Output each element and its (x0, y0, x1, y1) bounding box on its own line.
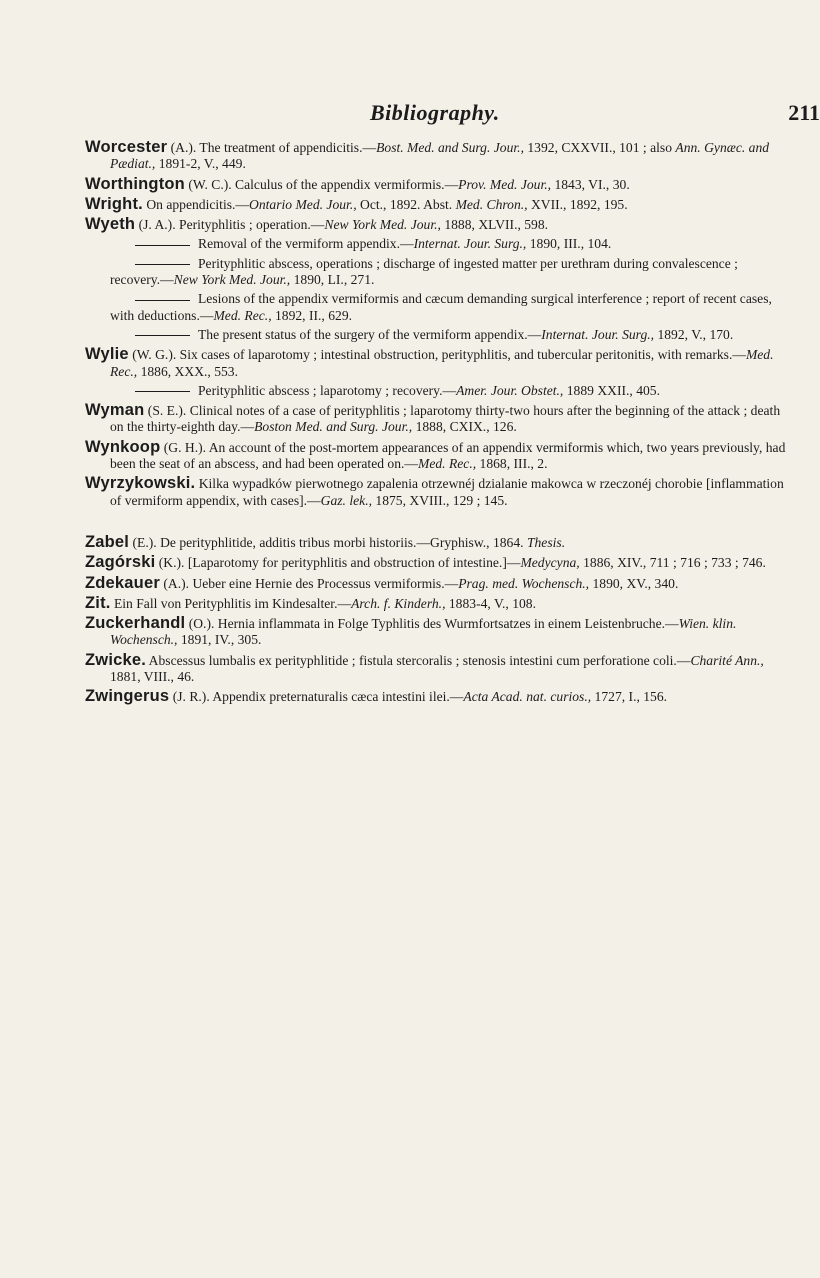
entry-text: Hernia inflammata in Folge Typhlitis des Wurmfortsatzes in einem Leistenbruche.— (214, 616, 679, 632)
entry-text: Calculus of the appendix vermiformis.— (231, 176, 459, 192)
bibliography-subentry (85, 291, 790, 324)
entry-citation: 1883-4, V., 108. (445, 595, 536, 611)
ditto-dash (135, 245, 190, 246)
bibliography-entry (85, 575, 790, 592)
entry-citation: 1890, III., 104. (526, 236, 612, 252)
entry-source: Gaz. lek., (320, 492, 372, 508)
entry-author: Wyeth (85, 215, 136, 234)
entry-initials: (O.). (185, 616, 215, 632)
page-number: 211 (788, 100, 820, 125)
entry-citation: 1875, XVIII., 129 ; 145. (372, 492, 508, 508)
entry-text: On appendicitis.— (142, 196, 250, 212)
entry-citation-secondary: 1891-2, V., 449. (155, 156, 246, 172)
entry-author: Zdekauer (85, 573, 160, 592)
entry-initials: (J. R.). (169, 689, 210, 705)
bibliography-list (85, 139, 790, 709)
entry-text: Abscessus lumbalis ex perityphlitide ; fistula stercoralis ; stenosis intestini cum perforatione coli.— (146, 652, 691, 668)
bibliography-entry (85, 615, 790, 649)
entry-source: Med. Rec., (213, 307, 272, 323)
bibliography-subentry (85, 327, 790, 343)
entry-text: Perityphlitic abscess, operations ; discharge of ingested matter per urethram during convalescence ; recovery.— (110, 255, 738, 288)
entry-text: Ein Fall von Perityphlitis im Kindesalter.— (110, 595, 352, 611)
entry-author: Zuckerhandl (85, 614, 186, 633)
entry-initials: (W. C.). (184, 176, 232, 192)
entry-initials: (J. A.). (135, 217, 176, 233)
bibliography-entry (85, 475, 790, 509)
entry-author: Zwingerus (85, 687, 170, 706)
ditto-dash (135, 335, 190, 336)
entry-text: Removal of the vermiform appendix.— (198, 236, 414, 252)
entry-initials: (A.). (159, 575, 190, 591)
entry-text: Kilka wypadków pierwotnego zapalenia otrzewnéj dzialanie makowca w rzeczonéj chorobie [inflammation of vermiform appendix, with cases].— (110, 476, 784, 508)
entry-text: Clinical notes of a case of perityphlitis ; laparotomy thirty-two hours after the beginning of the attack ; death on the thirty-eighth day.— (110, 403, 781, 435)
entry-citation: 1886, XIV., 711 ; 716 ; 733 ; 746. (579, 555, 766, 571)
page-title: Bibliography. (370, 100, 500, 125)
entry-source: Arch. f. Kinderh., (351, 595, 446, 611)
entry-source: Amer. Jour. Obstet., (456, 382, 564, 398)
entry-citation: 1888, XLVII., 598. (440, 217, 549, 233)
bibliography-entry (85, 196, 790, 213)
bibliography-subentry (85, 256, 790, 289)
entry-author: Zwicke. (85, 650, 147, 669)
entry-citation: 1889 XXII., 405. (563, 382, 660, 398)
entry-text: Six cases of laparotomy ; intestinal obstruction, perityphlitis, and tubercular peritonitis, with remarks.— (176, 347, 746, 363)
entry-source-secondary: Ann. Gynæc. and Pædiat., (110, 140, 770, 172)
entry-author: Wyman (85, 401, 145, 420)
entry-initials: (W. G.). (128, 347, 177, 363)
entry-source: Boston Med. and Surg. Jour., (254, 419, 413, 435)
entry-author: Zit. (85, 593, 111, 612)
entry-source: New York Med. Jour., (173, 272, 291, 288)
entry-source: Thesis. (526, 534, 566, 550)
entry-text: Perityphlitic abscess ; laparotomy ; recovery.— (198, 382, 457, 398)
bibliography-subentry (85, 236, 790, 252)
entry-citation: 1886, XXX., 553. (137, 363, 238, 379)
entry-initials: (A.). (167, 140, 197, 155)
bibliography-entry (85, 439, 790, 473)
entry-initials: (K.). (155, 555, 185, 571)
entry-citation: 1890, XV., 340. (589, 575, 679, 591)
entry-initials: (S. E.). (144, 403, 187, 419)
entry-author: Worcester (85, 138, 168, 156)
entry-source: Ontario Med. Jour., (249, 196, 357, 212)
entry-source: Bost. Med. and Surg. Jour., (376, 140, 524, 155)
ditto-dash (135, 391, 190, 392)
entry-author: Wynkoop (85, 437, 161, 456)
entry-text: De perityphlitide, additis tribus morbi historiis.—Gryphisw., 1864. (156, 534, 527, 550)
entry-text: The treatment of appendicitis.— (196, 140, 377, 155)
entry-citation: 1892, V., 170. (654, 326, 734, 342)
entry-initials: (G. H.). (160, 439, 207, 455)
bibliography-entry (85, 176, 790, 193)
entry-text: Lesions of the appendix vermiformis and cæcum demanding surgical interference ; report of recent cases, with deductions.— (110, 291, 772, 323)
entry-citation: 1890, LI., 271. (290, 272, 375, 288)
entry-text: Ueber eine Hernie des Processus vermiformis.— (189, 575, 459, 591)
entry-text: The present status of the surgery of the vermiform appendix.— (198, 326, 542, 342)
bibliography-entry (85, 652, 790, 686)
entry-citation: 1881, VIII., 46. (110, 669, 195, 685)
bibliography-entry (85, 346, 790, 380)
entry-source: Med. Rec., (110, 347, 774, 379)
entry-source: Charité Ann., (690, 652, 764, 668)
entry-source: New York Med. Jour., (324, 217, 441, 233)
entry-author: Wright. (85, 194, 143, 213)
entry-citation-secondary: XVII., 1892, 195. (527, 196, 628, 212)
entry-source: Prag. med. Wochensch., (458, 575, 590, 591)
entry-citation: 1392, CXXVII., 101 ; also (523, 140, 676, 155)
entry-citation: 1891, IV., 305. (177, 632, 262, 648)
entry-source: Wien. klin. Wochensch., (110, 616, 737, 648)
bibliography-entry (85, 139, 790, 173)
ditto-dash (135, 300, 190, 301)
ditto-dash (135, 264, 190, 265)
entry-author: Wyrzykowski. (85, 474, 196, 493)
entry-text: Appendix preternaturalis cæca intestini ilei.— (209, 689, 464, 705)
entry-text: An account of the post-mortem appearances of an appendix vermiformis which, two years previously, had been the seat of an abscess, and had been operated on.— (110, 439, 786, 472)
entry-source-secondary: Med. Chron., (455, 196, 528, 212)
bibliography-entry (85, 688, 790, 705)
bibliography-entry (85, 595, 790, 612)
bibliography-entry (85, 216, 790, 233)
bibliography-entry (85, 402, 790, 436)
entry-author: Zagórski (85, 553, 156, 572)
bibliography-entry (85, 534, 790, 551)
entry-source: Internat. Jour. Surg., (413, 236, 527, 252)
entry-citation: 1843, VI., 30. (551, 176, 630, 192)
running-header (120, 100, 820, 134)
bibliography-subentry (85, 383, 790, 399)
entry-citation: 1892, II., 629. (271, 307, 353, 323)
bibliography-entry (85, 554, 790, 571)
entry-source: Prov. Med. Jour., (458, 176, 552, 192)
entry-citation: 1888, CXIX., 126. (412, 419, 517, 435)
entry-source: Medycyna, (520, 555, 580, 571)
entry-initials: (E.). (129, 534, 157, 550)
entry-source: Acta Acad. nat. curios., (463, 689, 592, 705)
entry-text: [Laparotomy for perityphlitis and obstruction of intestine.]— (184, 555, 521, 571)
entry-citation: Oct., 1892. Abst. (356, 196, 456, 212)
entry-author: Zabel (85, 532, 130, 551)
entry-author: Wylie (85, 345, 129, 364)
entry-citation: 1727, I., 156. (591, 689, 668, 705)
entry-source: Internat. Jour. Surg., (541, 326, 655, 342)
entry-author: Worthington (85, 174, 185, 193)
entry-source: Med. Rec., (418, 456, 477, 472)
entry-citation: 1868, III., 2. (476, 456, 548, 472)
entry-text: Perityphlitis ; operation.— (175, 217, 325, 233)
